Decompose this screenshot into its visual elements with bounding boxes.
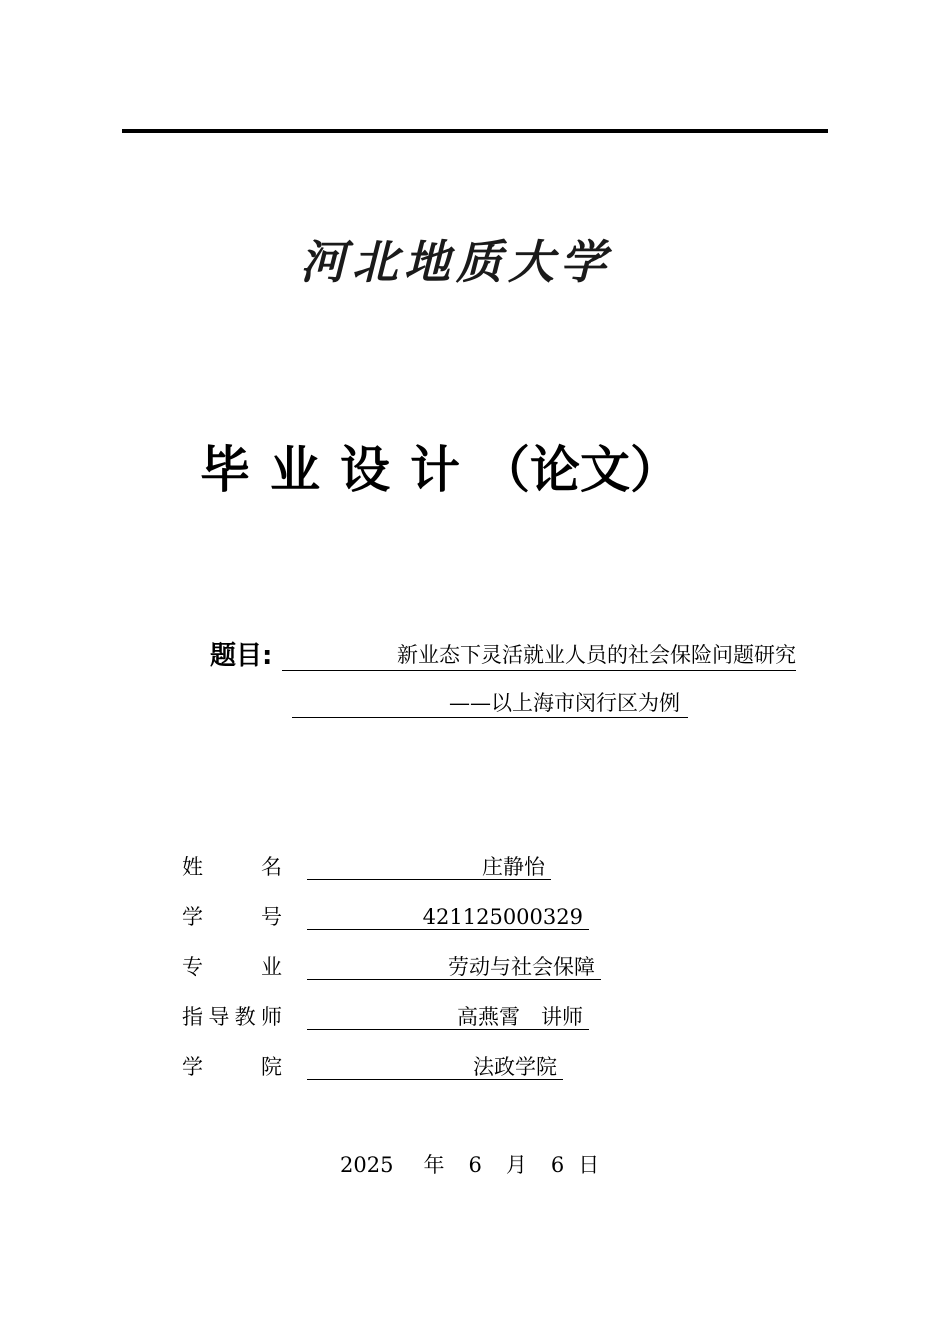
info-row-major: [182, 952, 612, 982]
subject-subtitle: ——以上海市闵行区为例: [292, 688, 688, 718]
info-label: 学号: [182, 905, 282, 929]
info-row-name: [182, 852, 582, 882]
date-month: 6: [468, 1153, 482, 1177]
subject-label: 题目:: [210, 641, 273, 671]
info-value: 庄静怡: [307, 852, 551, 880]
date-month-unit: 月: [505, 1153, 527, 1177]
title-char-4: 计: [410, 441, 460, 499]
date-day-unit: 日: [578, 1153, 600, 1177]
subject-title: 新业态下灵活就业人员的社会保险问题研究: [282, 640, 796, 671]
info-label: 指导教师: [182, 1005, 282, 1029]
info-value: 法政学院: [307, 1052, 563, 1080]
page-title: [200, 430, 760, 510]
title-char-1: 毕: [200, 441, 250, 499]
university-logo-text: 河北地质大学: [300, 235, 612, 289]
university-logo: [296, 228, 656, 294]
info-value: 421125000329: [307, 902, 589, 930]
info-value: 劳动与社会保障: [307, 952, 601, 980]
date-day: 6: [550, 1153, 565, 1177]
title-char-3: 设: [340, 441, 390, 499]
date-year-unit: 年: [423, 1153, 445, 1177]
title-char-2: 业: [270, 441, 320, 499]
top-rule: [122, 129, 828, 133]
info-label: 学院: [182, 1055, 282, 1079]
title-suffix: （论文）: [480, 441, 680, 499]
info-label: 姓名: [182, 855, 282, 879]
info-label: 专业: [182, 955, 282, 979]
info-row-college: [182, 1052, 582, 1082]
date-year: 2025: [340, 1153, 394, 1177]
info-value: 高燕霄 讲师: [307, 1002, 589, 1030]
info-row-student-id: [182, 902, 602, 932]
info-row-advisor: [182, 1002, 602, 1032]
date-line: [340, 1150, 599, 1180]
